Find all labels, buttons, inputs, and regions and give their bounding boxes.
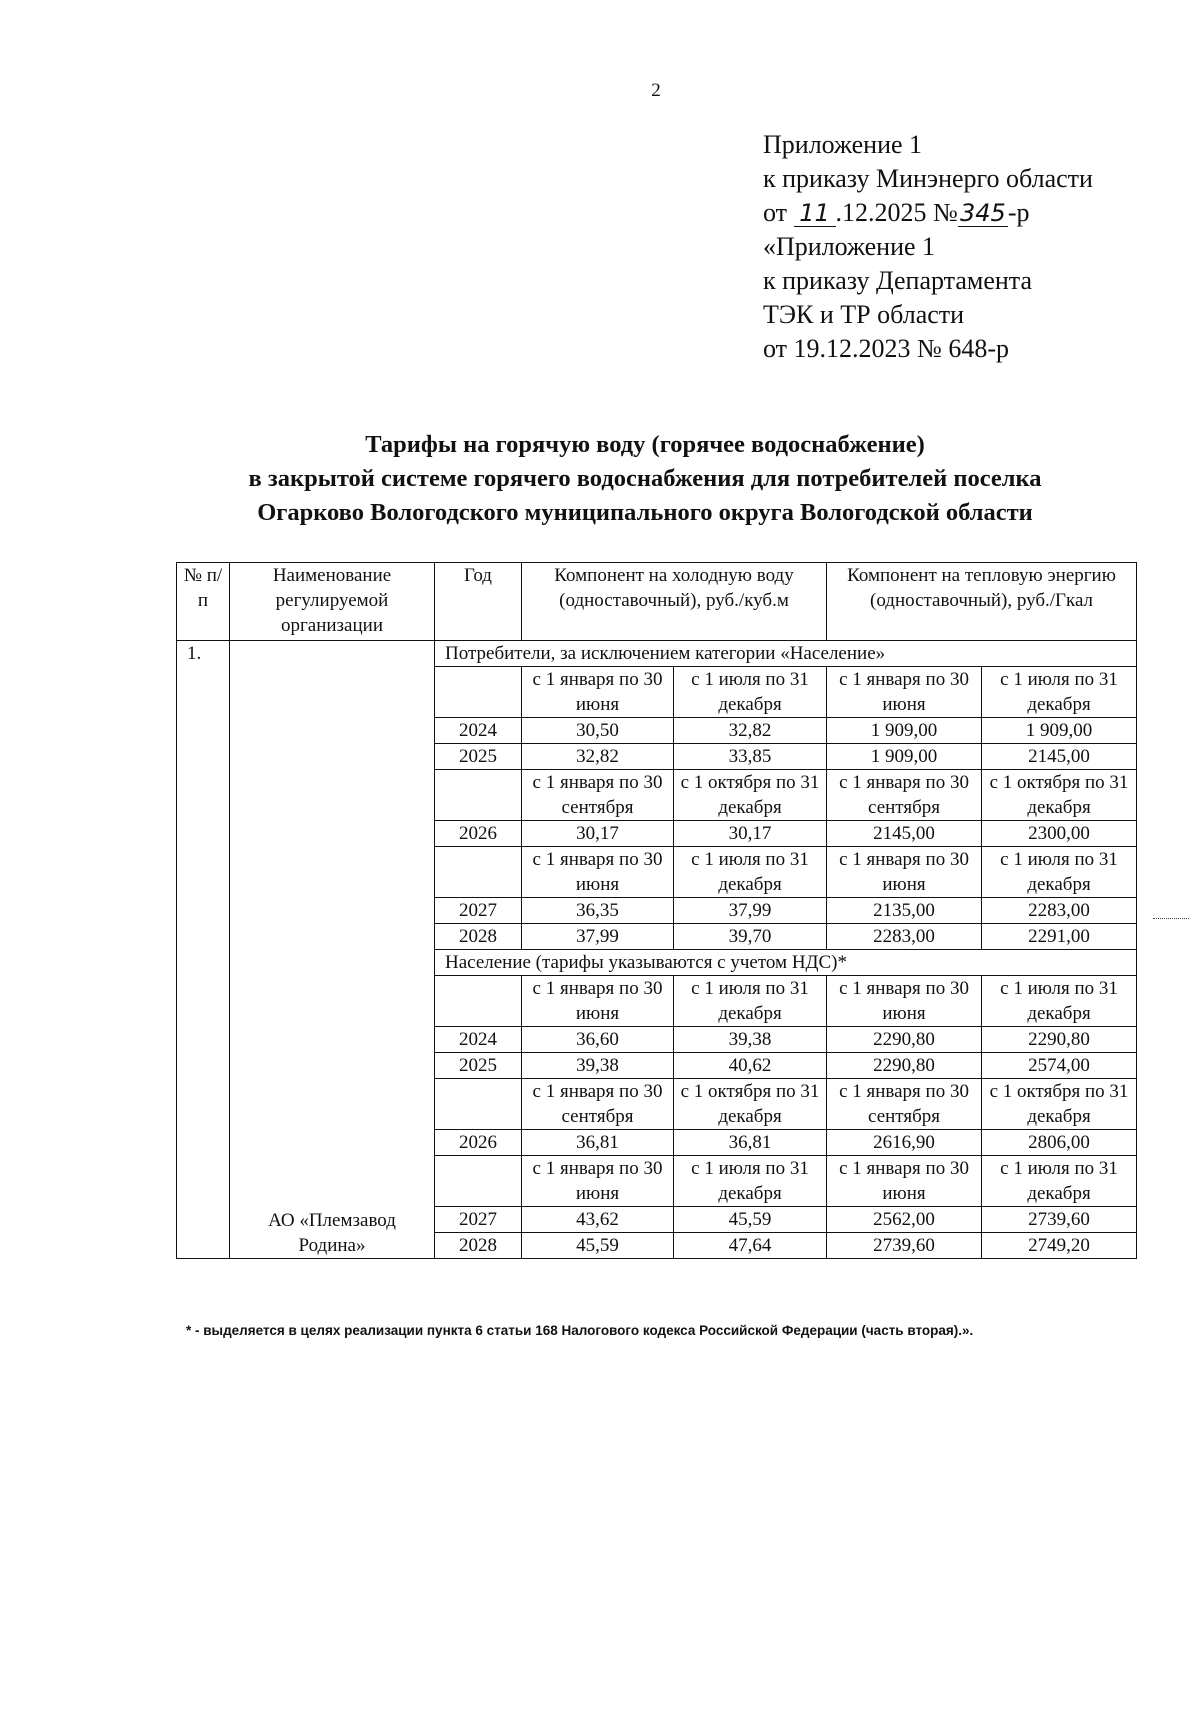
year-cell: 2025 — [435, 1053, 522, 1079]
year-cell: 2026 — [435, 1130, 522, 1156]
value-cell: 36,35 — [522, 898, 674, 924]
header-cold-water: Компонент на холодную воду (одноставочный), руб./куб.м — [522, 563, 827, 641]
period-heat-first: с 1 января по 30 июня — [827, 667, 982, 718]
year-cell: 2028 — [435, 924, 522, 950]
value-cell: 2290,80 — [827, 1053, 982, 1079]
value-cell: 36,60 — [522, 1027, 674, 1053]
appendix-block — [763, 128, 1093, 366]
header-heat: Компонент на тепловую энергию (одноставочный), руб./Гкал — [827, 563, 1137, 641]
header-num: № п/п — [177, 563, 230, 641]
value-cell: 36,81 — [522, 1130, 674, 1156]
title-line-1: Тарифы на горячую воду (горячее водоснабжение) — [365, 431, 925, 458]
row-number: 1. — [177, 641, 230, 1259]
period-cold-first: с 1 января по 30 июня — [522, 847, 674, 898]
appendix-line-2: к приказу Минэнерго области — [763, 164, 1093, 193]
value-cell: 39,38 — [674, 1027, 827, 1053]
period-year-empty — [435, 976, 522, 1027]
value-cell: 37,99 — [674, 898, 827, 924]
appendix-line-1: Приложение 1 — [763, 130, 923, 159]
value-cell: 30,50 — [522, 718, 674, 744]
year-cell: 2027 — [435, 898, 522, 924]
value-cell: 45,59 — [522, 1233, 674, 1259]
value-cell: 36,81 — [674, 1130, 827, 1156]
value-cell: 47,64 — [674, 1233, 827, 1259]
date-prefix: от — [763, 198, 788, 227]
organization-name: АО «Племзавод Родина» — [230, 641, 435, 1259]
value-cell: 2290,80 — [827, 1027, 982, 1053]
period-year-empty — [435, 1156, 522, 1207]
period-cold-first: с 1 января по 30 сентября — [522, 1079, 674, 1130]
value-cell: 2291,00 — [982, 924, 1137, 950]
page-number: 2 — [651, 80, 661, 101]
value-cell: 1 909,00 — [982, 718, 1137, 744]
value-cell: 30,17 — [522, 821, 674, 847]
table-header-row — [177, 563, 1137, 641]
value-cell: 2145,00 — [827, 821, 982, 847]
period-cold-second: с 1 июля по 31 декабря — [674, 667, 827, 718]
year-cell: 2027 — [435, 1207, 522, 1233]
period-heat-second: с 1 июля по 31 декабря — [982, 976, 1137, 1027]
period-heat-first: с 1 января по 30 сентября — [827, 1079, 982, 1130]
period-heat-second: с 1 июля по 31 декабря — [982, 667, 1137, 718]
value-cell: 39,70 — [674, 924, 827, 950]
value-cell: 39,38 — [522, 1053, 674, 1079]
header-org: Наименование регулируемой организации — [230, 563, 435, 641]
title-line-2: в закрытой системе горячего водоснабжения для потребителей поселка — [248, 465, 1042, 492]
period-year-empty — [435, 770, 522, 821]
period-cold-first: с 1 января по 30 сентября — [522, 770, 674, 821]
period-heat-second: с 1 октября по 31 декабря — [982, 1079, 1137, 1130]
period-heat-second: с 1 октября по 31 декабря — [982, 770, 1137, 821]
value-cell: 33,85 — [674, 744, 827, 770]
handwritten-day: 11 — [794, 200, 836, 227]
header-year: Год — [435, 563, 522, 641]
value-cell: 2135,00 — [827, 898, 982, 924]
appendix-line-4: «Приложение 1 — [763, 232, 936, 261]
value-cell: 45,59 — [674, 1207, 827, 1233]
value-cell: 2616,90 — [827, 1130, 982, 1156]
value-cell: 2749,20 — [982, 1233, 1137, 1259]
handwritten-order-number: 345 — [958, 200, 1008, 227]
value-cell: 1 909,00 — [827, 718, 982, 744]
period-year-empty — [435, 847, 522, 898]
value-cell: 43,62 — [522, 1207, 674, 1233]
value-cell: 37,99 — [522, 924, 674, 950]
year-cell: 2024 — [435, 718, 522, 744]
period-cold-second: с 1 октября по 31 декабря — [674, 1079, 827, 1130]
period-year-empty — [435, 1079, 522, 1130]
tariff-table — [176, 562, 1137, 1259]
period-cold-second: с 1 июля по 31 декабря — [674, 976, 827, 1027]
order-suffix: -р — [1007, 198, 1030, 227]
value-cell: 2739,60 — [982, 1207, 1137, 1233]
period-cold-first: с 1 января по 30 июня — [522, 667, 674, 718]
section-row — [177, 641, 1137, 667]
period-heat-first: с 1 января по 30 июня — [827, 1156, 982, 1207]
period-cold-first: с 1 января по 30 июня — [522, 1156, 674, 1207]
period-heat-first: с 1 января по 30 июня — [827, 976, 982, 1027]
year-cell: 2025 — [435, 744, 522, 770]
value-cell: 2283,00 — [827, 924, 982, 950]
period-heat-first: с 1 января по 30 сентября — [827, 770, 982, 821]
value-cell: 2562,00 — [827, 1207, 982, 1233]
value-cell: 2300,00 — [982, 821, 1137, 847]
value-cell: 32,82 — [674, 718, 827, 744]
appendix-line-6: ТЭК и ТР области — [763, 300, 965, 329]
title-line-3: Огарково Вологодского муниципального округа Вологодской области — [257, 499, 1033, 526]
value-cell: 2739,60 — [827, 1233, 982, 1259]
value-cell: 2283,00 — [982, 898, 1137, 924]
document-title — [160, 428, 1130, 530]
appendix-date-line — [763, 196, 1093, 230]
year-cell: 2024 — [435, 1027, 522, 1053]
value-cell: 2574,00 — [982, 1053, 1137, 1079]
period-heat-first: с 1 января по 30 июня — [827, 847, 982, 898]
value-cell: 2806,00 — [982, 1130, 1137, 1156]
appendix-line-7: от 19.12.2023 № 648-р — [763, 334, 1009, 363]
period-cold-second: с 1 октября по 31 декабря — [674, 770, 827, 821]
year-cell: 2026 — [435, 821, 522, 847]
year-cell: 2028 — [435, 1233, 522, 1259]
value-cell: 1 909,00 — [827, 744, 982, 770]
period-cold-second: с 1 июля по 31 декабря — [674, 847, 827, 898]
period-heat-second: с 1 июля по 31 декабря — [982, 1156, 1137, 1207]
footnote: * - выделяется в целях реализации пункта 6 статьи 168 Налогового кодекса Российской Федерации (часть вторая).». — [186, 1323, 974, 1338]
section-label: Потребители, за исключением категории «Население» — [435, 641, 1137, 667]
value-cell: 32,82 — [522, 744, 674, 770]
appendix-line-5: к приказу Департамента — [763, 266, 1033, 295]
value-cell: 30,17 — [674, 821, 827, 847]
value-cell: 40,62 — [674, 1053, 827, 1079]
period-cold-first: с 1 января по 30 июня — [522, 976, 674, 1027]
value-cell: 2145,00 — [982, 744, 1137, 770]
date-rest: .12.2025 № — [835, 198, 958, 227]
section-label: Население (тарифы указываются с учетом НДС)* — [435, 950, 1137, 976]
margin-mark — [1153, 918, 1189, 921]
period-heat-second: с 1 июля по 31 декабря — [982, 847, 1137, 898]
value-cell: 2290,80 — [982, 1027, 1137, 1053]
period-cold-second: с 1 июля по 31 декабря — [674, 1156, 827, 1207]
period-year-empty — [435, 667, 522, 718]
